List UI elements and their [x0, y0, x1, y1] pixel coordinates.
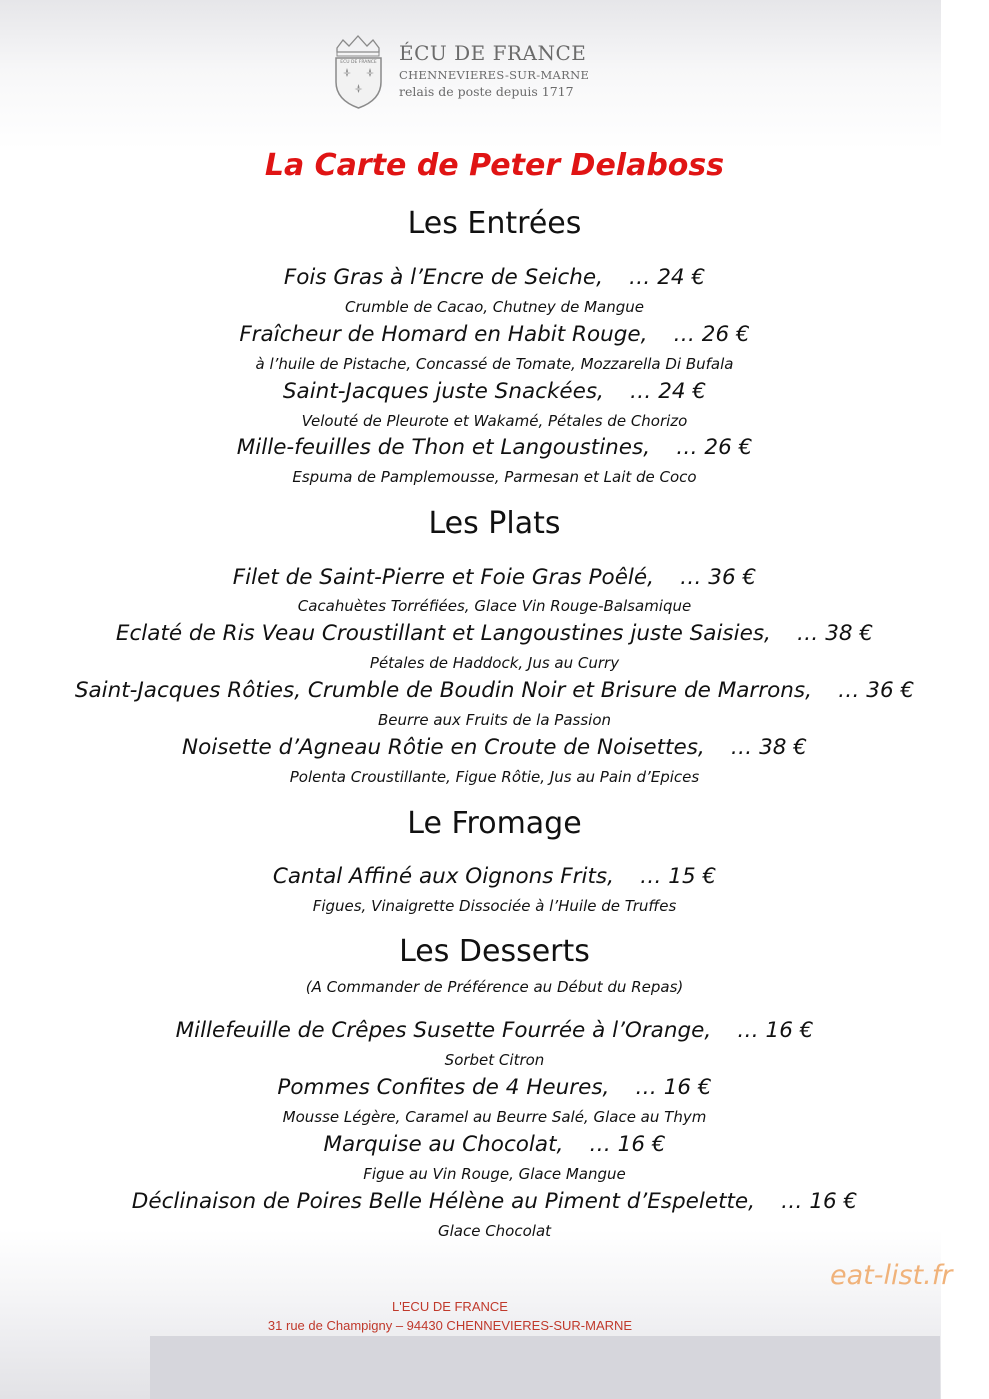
dish-name: Noisette d’Agneau Rôtie en Croute de Noisettes, — [182, 735, 705, 760]
dish-line — [0, 864, 989, 889]
dish-name: Fois Gras à l’Encre de Seiche, — [283, 265, 603, 290]
dish-name: Pommes Confites de 4 Heures, — [277, 1075, 610, 1100]
bottom-band — [150, 1336, 940, 1399]
dish-name: Marquise au Chocolat, — [323, 1132, 564, 1157]
dish-name: Eclaté de Ris Veau Croustillant et Langoustines juste Saisies, — [115, 621, 771, 646]
logo-tagline: relais de poste depuis 1717 — [399, 84, 574, 99]
dish-price: … 16 € — [737, 1018, 814, 1043]
dish-line — [0, 1132, 989, 1157]
desserts-note: (A Commander de Préférence au Début du Repas) — [305, 978, 684, 996]
logo-name: ÉCU DE FRANCE — [399, 41, 587, 65]
dish-line — [0, 1075, 989, 1100]
dish-line — [0, 265, 989, 290]
watermark: eat-list.fr — [830, 1260, 953, 1291]
dish-price: … 24 € — [629, 379, 707, 404]
dish-price: … 16 € — [589, 1132, 666, 1157]
dish-name: Mille-feuilles de Thon et Langoustines, — [236, 435, 651, 460]
dish-description: Figues, Vinaigrette Dissociée à l’Huile de Truffes — [312, 897, 677, 915]
dish-description: Glace Chocolat — [437, 1222, 552, 1240]
dish-description: Cacahuètes Torréfiées, Glace Vin Rouge-Balsamique — [297, 597, 692, 615]
dish-line — [0, 735, 989, 760]
dish-price: … 24 € — [628, 265, 706, 290]
dish-line — [0, 1018, 989, 1043]
dish-line — [0, 1189, 989, 1214]
dish-line — [0, 435, 989, 460]
dish-description: Espuma de Pamplemousse, Parmesan et Lait de Coco — [292, 468, 697, 486]
dish-price: … 38 € — [730, 735, 807, 760]
logo-town: CHENNEVIERES-SUR-MARNE — [399, 68, 590, 82]
section-heading-fromage: Le Fromage — [407, 806, 582, 841]
dish-name: Fraîcheur de Homard en Habit Rouge, — [239, 322, 648, 347]
dish-description: Mousse Légère, Caramel au Beurre Salé, Glace au Thym — [282, 1108, 707, 1126]
dish-price: … 15 € — [639, 864, 717, 889]
footer-name: L'ECU DE FRANCE — [392, 1299, 508, 1314]
dish-price: … 26 € — [673, 322, 750, 347]
dish-price: … 26 € — [676, 435, 753, 460]
dish-line — [0, 379, 989, 404]
dish-description: Velouté de Pleurote et Wakamé, Pétales de Chorizo — [301, 412, 688, 430]
dish-description: Beurre aux Fruits de la Passion — [378, 711, 611, 729]
dish-description: Sorbet Citron — [444, 1051, 545, 1069]
dish-description: Polenta Croustillante, Figue Rôtie, Jus au Pain d’Epices — [289, 768, 700, 786]
menu-title: La Carte de Peter Delaboss — [264, 148, 725, 183]
footer-address: 31 rue de Champigny – 94430 CHENNEVIERES-SUR-MARNE — [267, 1318, 633, 1333]
dish-description: Pétales de Haddock, Jus au Curry — [369, 654, 620, 672]
dish-name: Filet de Saint-Pierre et Foie Gras Poêlé, — [232, 565, 654, 590]
dish-line — [0, 565, 989, 590]
section-heading-plats: Les Plats — [428, 506, 561, 541]
dish-name: Déclinaison de Poires Belle Hélène au Piment d’Espelette, — [131, 1189, 755, 1214]
dish-price: … 38 € — [796, 621, 874, 646]
dish-price: … 16 € — [781, 1189, 858, 1214]
dish-price: … 36 € — [837, 678, 915, 703]
crest-text: ECU DE FRANCE — [340, 60, 377, 65]
dish-description: Crumble de Cacao, Chutney de Mangue — [345, 298, 644, 316]
dish-name: Saint-Jacques Rôties, Crumble de Boudin Noir et Brisure de Marrons, — [74, 678, 812, 703]
dish-name: Cantal Affiné aux Oignons Frits, — [272, 864, 614, 889]
dish-name: Saint-Jacques juste Snackées, — [282, 379, 604, 404]
dish-description: à l’huile de Pistache, Concassé de Tomate, Mozzarella Di Bufala — [255, 355, 734, 373]
section-heading-desserts: Les Desserts — [399, 934, 590, 969]
crest-icon — [331, 32, 386, 110]
section-heading-entrees: Les Entrées — [407, 206, 582, 241]
dish-description: Figue au Vin Rouge, Glace Mangue — [363, 1165, 626, 1183]
restaurant-logo — [331, 32, 590, 112]
dish-line — [0, 621, 989, 646]
dish-price: … 36 € — [679, 565, 757, 590]
dish-price: … 16 € — [635, 1075, 712, 1100]
dish-line — [0, 322, 989, 347]
dish-line — [0, 678, 989, 703]
dish-name: Millefeuille de Crêpes Susette Fourrée à l’Orange, — [175, 1018, 712, 1043]
